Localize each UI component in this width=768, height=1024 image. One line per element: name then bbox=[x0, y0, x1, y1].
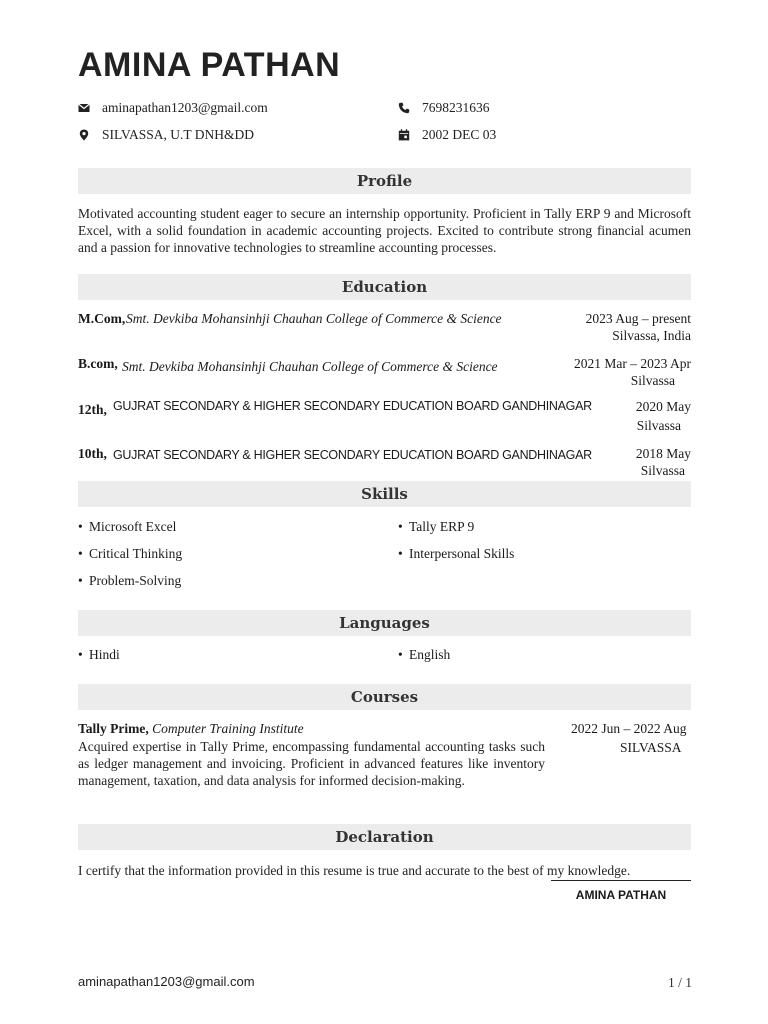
section-heading-education: Education bbox=[78, 274, 691, 300]
degree-label: 12th, bbox=[78, 402, 107, 417]
course-date: 2022 Jun – 2022 Aug bbox=[571, 721, 687, 736]
phone-icon bbox=[398, 102, 410, 114]
contact-location bbox=[78, 127, 254, 143]
skill-item: • Problem-Solving bbox=[78, 573, 182, 588]
degree-label: 10th, bbox=[78, 446, 107, 461]
language-item: • English bbox=[398, 647, 451, 662]
education-date: 2021 Mar – 2023 Apr bbox=[574, 356, 691, 371]
education-place: Silvassa bbox=[636, 418, 681, 433]
school-name: Smt. Devkiba Mohansinhji Chauhan College of Commerce & Science bbox=[126, 311, 502, 326]
course-name: Tally Prime, bbox=[78, 721, 149, 736]
envelope-icon bbox=[78, 102, 90, 114]
education-place: Silvassa bbox=[630, 373, 675, 388]
signature-line bbox=[551, 880, 691, 881]
education-item bbox=[78, 311, 691, 351]
education-place: Silvassa, India bbox=[612, 328, 691, 343]
education-date: 2023 Aug – present bbox=[585, 311, 691, 326]
course-title bbox=[78, 721, 304, 737]
contact-email bbox=[78, 100, 268, 116]
school-name: Smt. Devkiba Mohansinhji Chauhan College of Commerce & Science bbox=[122, 359, 498, 374]
candidate-name: AMINA PATHAN bbox=[78, 46, 341, 84]
section-heading-courses: Courses bbox=[78, 684, 691, 710]
skill-item: • Interpersonal Skills bbox=[398, 546, 515, 561]
phone-text: 7698231636 bbox=[422, 100, 490, 115]
footer-email[interactable]: aminapathan1203@gmail.com bbox=[78, 974, 255, 989]
skill-item: • Critical Thinking bbox=[78, 546, 183, 561]
degree-label: M.Com, bbox=[78, 311, 126, 326]
board-name: GUJRAT SECONDARY & HIGHER SECONDARY EDUCATION BOARD GANDHINAGAR bbox=[113, 399, 592, 413]
language-item: • Hindi bbox=[78, 647, 120, 662]
signature-name: AMINA PATHAN bbox=[575, 888, 667, 902]
section-heading-profile: Profile bbox=[78, 168, 691, 194]
skill-item: • Microsoft Excel bbox=[78, 519, 177, 534]
dob-text: 2002 DEC 03 bbox=[422, 127, 497, 142]
email-text[interactable]: aminapathan1203@gmail.com bbox=[102, 100, 268, 115]
board-name: GUJRAT SECONDARY & HIGHER SECONDARY EDUCATION BOARD GANDHINAGAR bbox=[113, 448, 592, 462]
declaration-text: I certify that the information provided in this resume is true and accurate to the best of my knowledge. bbox=[78, 863, 631, 878]
course-place: SILVASSA bbox=[620, 740, 682, 755]
location-text: SILVASSA, U.T DNH&DD bbox=[102, 127, 255, 142]
page-number: 1 / 1 bbox=[667, 975, 692, 990]
degree-label: B.com, bbox=[78, 356, 118, 371]
contact-dob bbox=[398, 127, 496, 143]
education-item bbox=[78, 399, 691, 439]
calendar-icon bbox=[398, 129, 410, 141]
education-place: Silvassa bbox=[640, 463, 685, 478]
section-heading-declaration: Declaration bbox=[78, 824, 691, 850]
course-institute: Computer Training Institute bbox=[152, 721, 304, 736]
education-item bbox=[78, 446, 691, 486]
contact-phone bbox=[398, 100, 490, 116]
course-description: Acquired expertise in Tally Prime, encompassing fundamental accounting tasks such as ledger management and invoicing. Proficient in advanced features like inventory management, taxation, and data analysis for informed decision-making. bbox=[78, 739, 545, 788]
map-pin-icon bbox=[78, 129, 90, 141]
education-date: 2018 May bbox=[635, 446, 691, 461]
profile-text: Motivated accounting student eager to secure an internship opportunity. Proficient in Tally ERP 9 and Microsoft Excel, with a solid foundation in academic accounting projects. Excited to contribute strong financial acumen and a passion for innovative technologies to streamline accounting processes. bbox=[78, 206, 691, 255]
education-item bbox=[78, 356, 691, 396]
section-heading-languages: Languages bbox=[78, 610, 691, 636]
skill-item: • Tally ERP 9 bbox=[398, 519, 475, 534]
education-date: 2020 May bbox=[635, 399, 691, 414]
section-heading-skills: Skills bbox=[78, 481, 691, 507]
